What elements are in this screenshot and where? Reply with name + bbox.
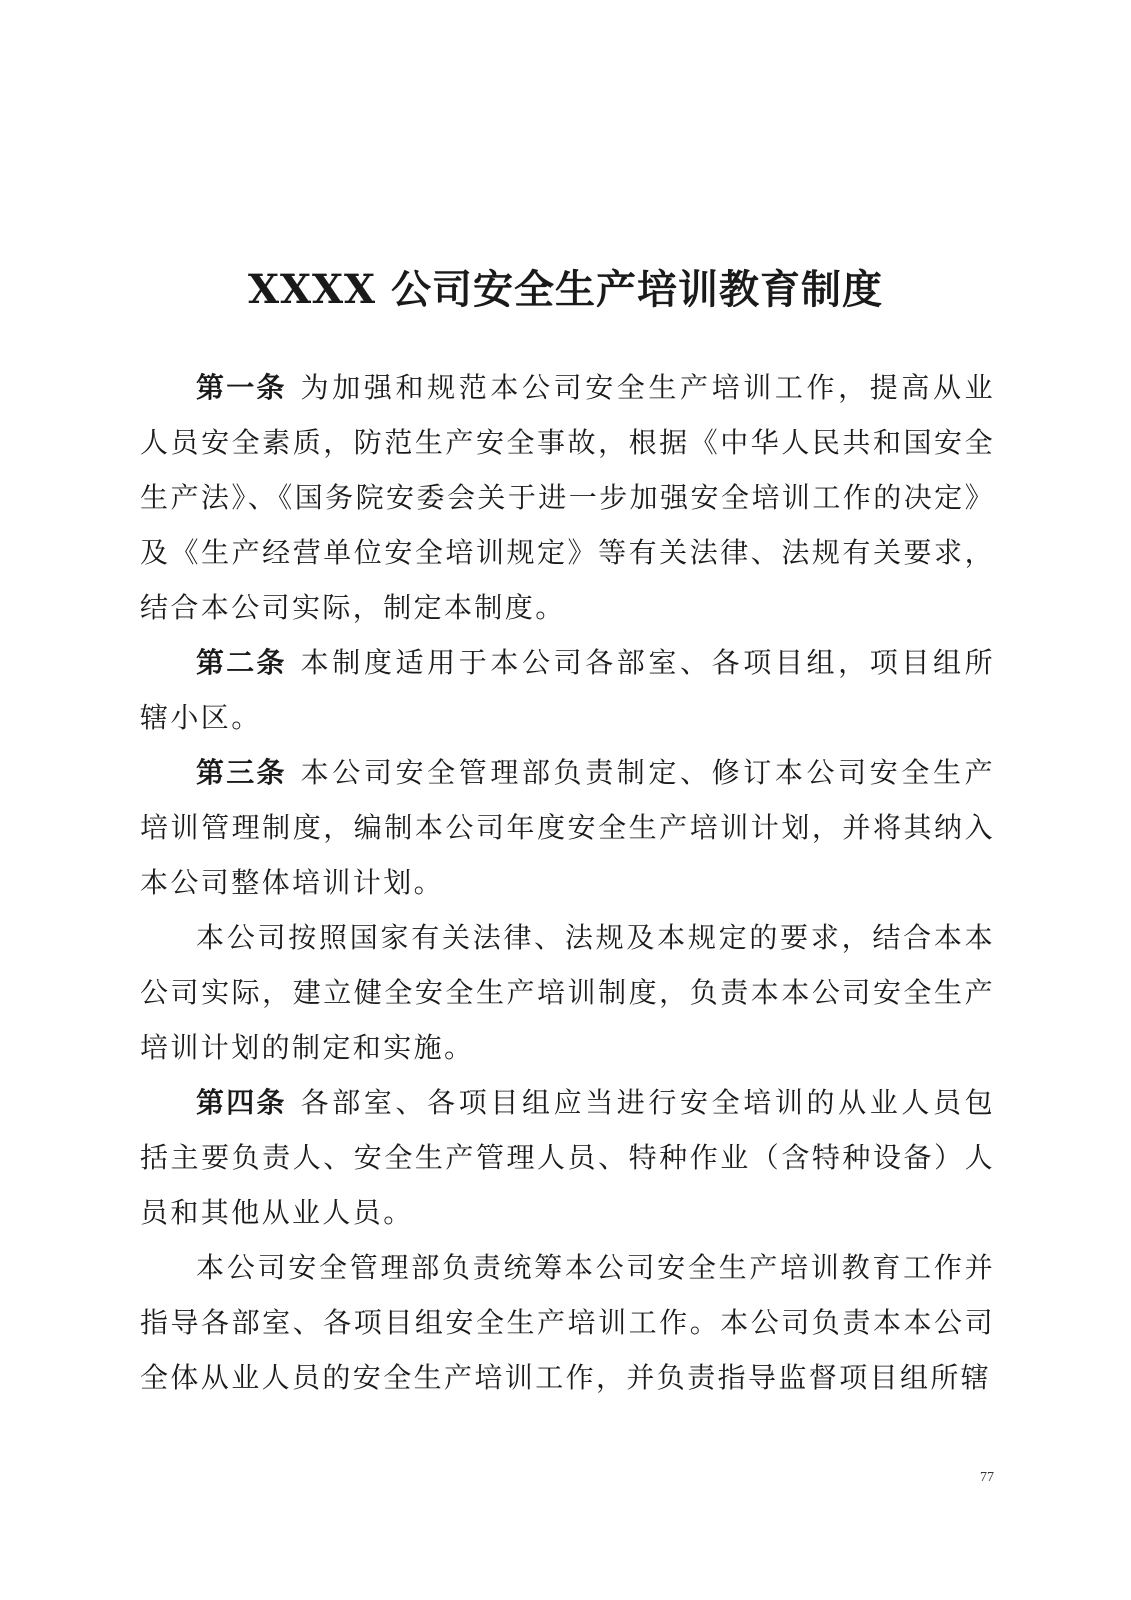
paragraph-text: 为加强和规范本公司安全生产培训工作，提高从业人员安全素质，防范生产安全事故，根据《中华人民共和国安全生产法》、《国务院安委会关于进一步加强安全培训工作的决定》及《生产经营单位安全培训规定》等有关法律、法规有关要求，结合本公司实际，制定本制度。 bbox=[140, 371, 995, 624]
document-body bbox=[140, 360, 995, 1405]
paragraph-text: 各部室、各项目组应当进行安全培训的从业人员包括主要负责人、安全生产管理人员、特种作业（含特种设备）人员和其他从业人员。 bbox=[140, 1086, 995, 1229]
paragraph-article-1 bbox=[140, 360, 995, 635]
document-title: XXXX 公司安全生产培训教育制度 bbox=[247, 266, 884, 313]
article-number: 第二条 bbox=[196, 646, 287, 679]
paragraph-text: 本制度适用于本公司各部室、各项目组，项目组所辖小区。 bbox=[140, 646, 995, 734]
paragraph-article-2 bbox=[140, 635, 995, 745]
article-number: 第四条 bbox=[196, 1086, 287, 1119]
page-number: 77 bbox=[980, 1470, 994, 1485]
paragraph-text: 本公司安全管理部负责制定、修订本公司安全生产培训管理制度，编制本公司年度安全生产培训计划，并将其纳入本公司整体培训计划。 bbox=[140, 756, 995, 899]
paragraph-text: 本公司安全管理部负责统筹本公司安全生产培训教育工作并指导各部室、各项目组安全生产培训工作。本公司负责本本公司全体从业人员的安全生产培训工作，并负责指导监督项目组所辖 bbox=[140, 1251, 995, 1394]
paragraph-text: 本公司按照国家有关法律、法规及本规定的要求，结合本本公司实际，建立健全安全生产培训制度，负责本本公司安全生产培训计划的制定和实施。 bbox=[140, 921, 995, 1064]
paragraph-article-4 bbox=[140, 1075, 995, 1240]
article-number: 第一条 bbox=[196, 371, 287, 404]
paragraph-article-4-continued bbox=[140, 1240, 995, 1405]
paragraph-article-3-continued bbox=[140, 910, 995, 1075]
paragraph-article-3 bbox=[140, 745, 995, 910]
article-number: 第三条 bbox=[196, 756, 287, 789]
